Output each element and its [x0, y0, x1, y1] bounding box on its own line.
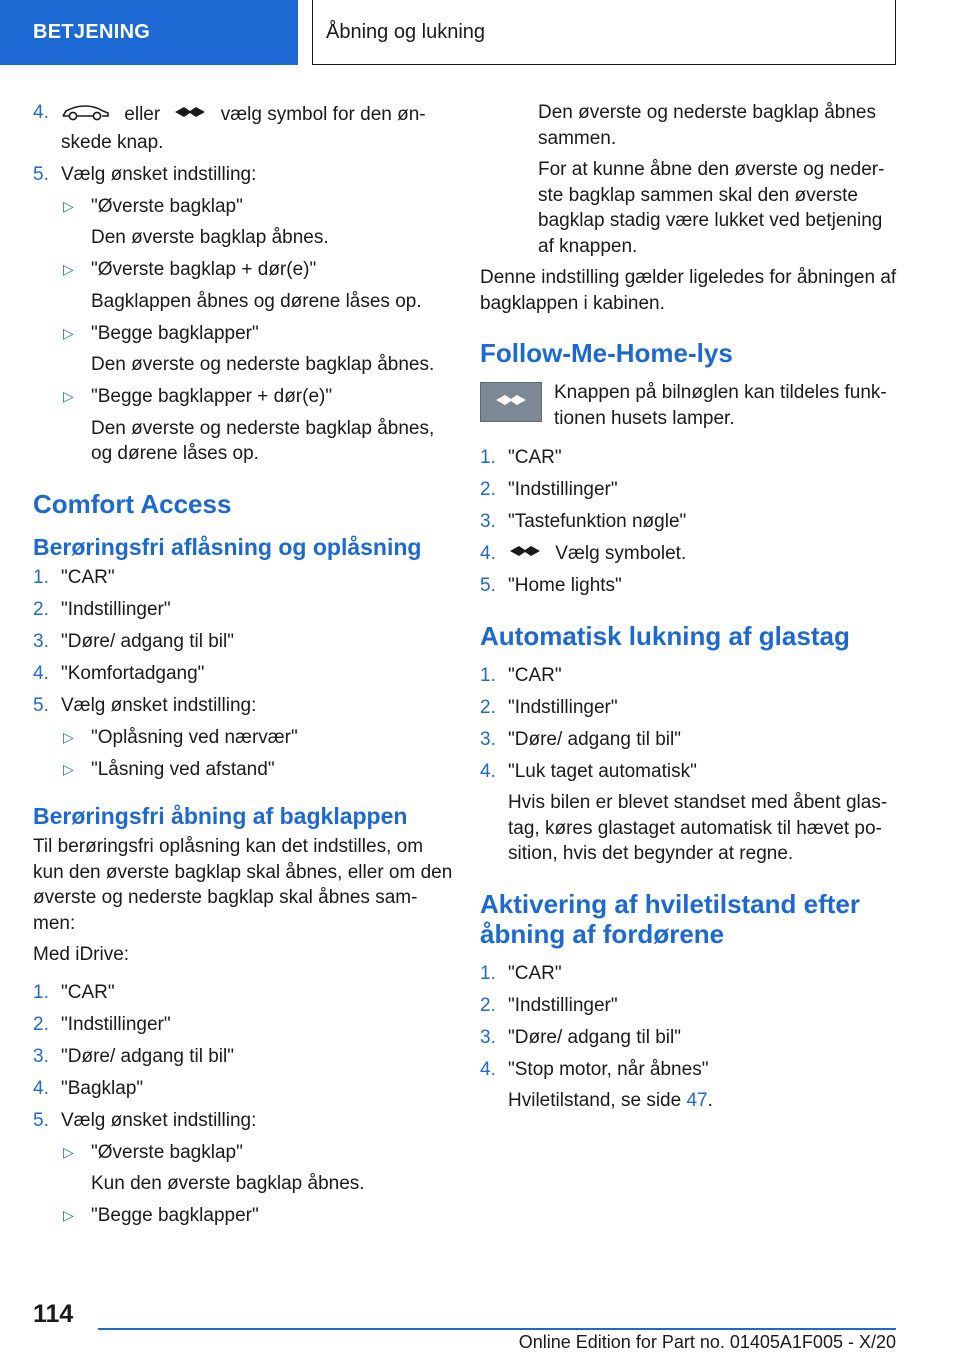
step-text: "Bagklap" [61, 1077, 144, 1099]
bullet-item [33, 384, 453, 467]
step-text: Vælg symbolet. [555, 543, 687, 564]
list-item [480, 1057, 900, 1114]
options-list-1 [33, 194, 453, 467]
list-item [33, 1076, 453, 1102]
left-column [33, 100, 453, 1235]
list-item [480, 445, 900, 471]
options-list-b [33, 1140, 453, 1229]
bullet-item [33, 321, 453, 378]
step-number: 4. [480, 1058, 496, 1080]
page-title: Åbning og lukning [326, 20, 486, 43]
heading-follow-me-home: Follow-Me-Home-lys [480, 338, 733, 368]
step-desc-end: . [707, 1090, 713, 1112]
option-note: For at kunne åbne den øverste og nederste bagklap sammen skal den øverste bagklap stadig være lukket ved betjening af knappen. [538, 159, 885, 257]
step-text-mid: eller [124, 103, 161, 125]
diamond-chevron-icon [508, 541, 542, 567]
option-desc: Den øverste og nederste bagklap åbnes. [91, 354, 435, 375]
list-item [480, 961, 900, 987]
page-number: 114 [33, 1300, 74, 1328]
bullet-item [33, 194, 453, 251]
steps-list-e [480, 961, 900, 1114]
list-item [33, 980, 453, 1006]
paragraph: Til berøringsfri oplåsning kan det indstilles, om kun den øverste bagklap skal åbnes, eller om den øverste og nederste bagklap skal åbnes sammen: [33, 836, 453, 934]
list-item [480, 695, 900, 721]
list-item [33, 1108, 453, 1134]
step-number: 3. [480, 511, 496, 532]
list-item [33, 597, 453, 623]
diamond-chevron-icon [494, 392, 528, 413]
section-label: BETJENING [33, 21, 151, 43]
step-text: "Komfortadgang" [61, 662, 205, 684]
option-label: "Oplåsning ved nærvær" [91, 726, 298, 748]
step-number: 2. [33, 1013, 49, 1035]
option-desc: Bagklappen åbnes og dørene låses op. [91, 290, 422, 312]
heading-glass-roof: Automatisk lukning af glastag [480, 620, 850, 651]
step-text: vælg symbol for den øn- [220, 103, 426, 125]
steps-list-a [33, 565, 453, 719]
step-text: "Indstillinger" [61, 598, 171, 620]
option-label: "Låsning ved afstand" [91, 758, 275, 780]
option-label: "Øverste bagklap" [91, 1141, 243, 1163]
step-number: 3. [33, 1045, 49, 1067]
list-item [480, 759, 900, 867]
step-text: "Tastefunktion nøgle" [508, 511, 687, 532]
heading-touchless-lock: Berøringsfri aflåsning og oplåsning [33, 533, 422, 560]
step-text-cont: skede knap. [61, 131, 164, 153]
step-text: "CAR" [508, 447, 562, 468]
triangle-right-icon: ▷ [63, 1207, 74, 1223]
step-number: 3. [480, 728, 496, 750]
footer-divider [98, 1328, 896, 1330]
step-text: "Døre/ adgang til bil" [508, 728, 681, 750]
step-number: 2. [33, 598, 49, 620]
step-text: Vælg ønsket indstilling: [61, 694, 257, 716]
key-button-image [480, 382, 542, 422]
step-text: "Døre/ adgang til bil" [61, 1045, 234, 1067]
step-desc [508, 1088, 900, 1114]
list-item [480, 509, 900, 535]
option-desc: Den øverste bagklap åbnes. [91, 227, 329, 248]
footer-edition: Online Edition for Part no. 01405A1F005 - X/20 [518, 1332, 896, 1352]
paragraph: Denne indstilling gælder ligeledes for åbningen af bagklappen i kabinen. [480, 267, 897, 314]
list-item [480, 573, 900, 599]
step-text: "Stop motor, når åbnes" [508, 1058, 709, 1080]
step-number: 1. [33, 981, 49, 1003]
key-button-text: Knappen på bilnøglen kan tildeles funktionen husets lamper. [554, 382, 887, 429]
list-item [33, 100, 453, 155]
step-desc: Hvis bilen er blevet standset med åbent glastag, køres glastaget automatisk til hævet position, hvis det begynder at regne. [508, 792, 888, 865]
triangle-right-icon: ▷ [63, 388, 74, 404]
step-desc-text: Hviletilstand, se side [508, 1090, 682, 1112]
list-item [33, 693, 453, 719]
option-label: "Øverste bagklap" [91, 195, 243, 217]
step-text: Vælg ønsket indstilling: [61, 1109, 257, 1131]
step-text: "Indstillinger" [508, 479, 618, 500]
list-item [480, 727, 900, 753]
step-number: 4. [33, 662, 49, 684]
step-number: 1. [480, 447, 496, 468]
triangle-right-icon: ▷ [63, 760, 74, 777]
step-text: "Luk taget automatisk" [508, 760, 697, 782]
step-number: 4. [33, 102, 49, 123]
list-item [33, 1012, 453, 1038]
page-title-box [312, 0, 896, 65]
step-text: "Døre/ adgang til bil" [61, 630, 234, 652]
triangle-right-icon: ▷ [63, 261, 74, 277]
heading-touchless-tailgate: Berøringsfri åbning af bagklappen [33, 803, 408, 829]
list-item [33, 661, 453, 687]
options-list-a [33, 725, 453, 783]
list-item [480, 993, 900, 1019]
option-desc: Kun den øverste bagklap åbnes. [91, 1173, 365, 1194]
section-tab [0, 0, 298, 65]
list-item [33, 1044, 453, 1070]
list-item [480, 663, 900, 689]
step-number: 3. [480, 1026, 496, 1048]
step-number: 4. [33, 1077, 49, 1099]
bullet-item [33, 1140, 453, 1197]
list-item [33, 565, 453, 591]
steps-list-d [480, 663, 900, 867]
step-number: 5. [480, 575, 496, 597]
option-label: "Øverste bagklap + dør(e)" [91, 259, 317, 280]
list-item [33, 629, 453, 655]
bullet-item [33, 757, 453, 783]
step-number: 2. [480, 479, 496, 500]
step-text: "CAR" [508, 664, 562, 686]
option-label: "Begge bagklapper + dør(e)" [91, 386, 333, 407]
step-text: "CAR" [61, 981, 115, 1003]
step-number: 5. [33, 694, 49, 716]
step-number: 1. [480, 962, 496, 984]
heading-comfort-access: Comfort Access [33, 488, 232, 519]
option-desc-cont: Den øverste og nederste bagklap åbnes sammen. [538, 102, 876, 149]
step-text: "Indstillinger" [61, 1013, 171, 1035]
step-number: 5. [33, 163, 49, 185]
step-number: 1. [33, 566, 49, 588]
step-number: 5. [33, 1109, 49, 1131]
step-number: 3. [33, 630, 49, 652]
steps-list-top [33, 100, 453, 187]
bullet-item [33, 725, 453, 751]
step-text: Vælg ønsket indstilling: [61, 163, 257, 185]
triangle-right-icon: ▷ [63, 1143, 74, 1160]
list-item [33, 162, 453, 188]
car-icon [61, 100, 111, 130]
paragraph: Med iDrive: [33, 944, 130, 965]
bullet-item [33, 257, 453, 314]
step-number: 4. [480, 760, 496, 782]
step-text: "CAR" [508, 962, 562, 984]
step-text: "Home lights" [508, 575, 622, 597]
triangle-right-icon: ▷ [63, 324, 74, 341]
steps-list-b [33, 980, 453, 1134]
right-column [480, 100, 900, 1120]
list-item [480, 541, 900, 567]
option-label: "Begge bagklapper" [91, 1205, 259, 1226]
step-text: "Indstillinger" [508, 696, 618, 718]
option-label: "Begge bagklapper" [91, 322, 259, 344]
step-number: 2. [480, 696, 496, 718]
bullet-item [33, 1203, 453, 1229]
step-text: "CAR" [61, 566, 115, 588]
steps-list-c [480, 445, 900, 599]
step-text: "Indstillinger" [508, 994, 618, 1016]
triangle-right-icon: ▷ [63, 728, 74, 745]
list-item [480, 477, 900, 503]
step-text: "Døre/ adgang til bil" [508, 1026, 681, 1048]
option-desc: Den øverste og nederste bagklap åbnes, og dørene låses op. [91, 417, 435, 464]
page-link[interactable]: 47 [686, 1090, 708, 1112]
heading-rest-mode: Aktivering af hviletilstand efter åbning af fordørene [480, 888, 860, 949]
key-button-note [480, 380, 900, 431]
step-number: 1. [480, 664, 496, 686]
list-item [480, 1025, 900, 1051]
diamond-chevron-icon [173, 102, 207, 128]
step-number: 4. [480, 543, 496, 564]
step-number: 2. [480, 994, 496, 1016]
triangle-right-icon: ▷ [63, 197, 74, 214]
